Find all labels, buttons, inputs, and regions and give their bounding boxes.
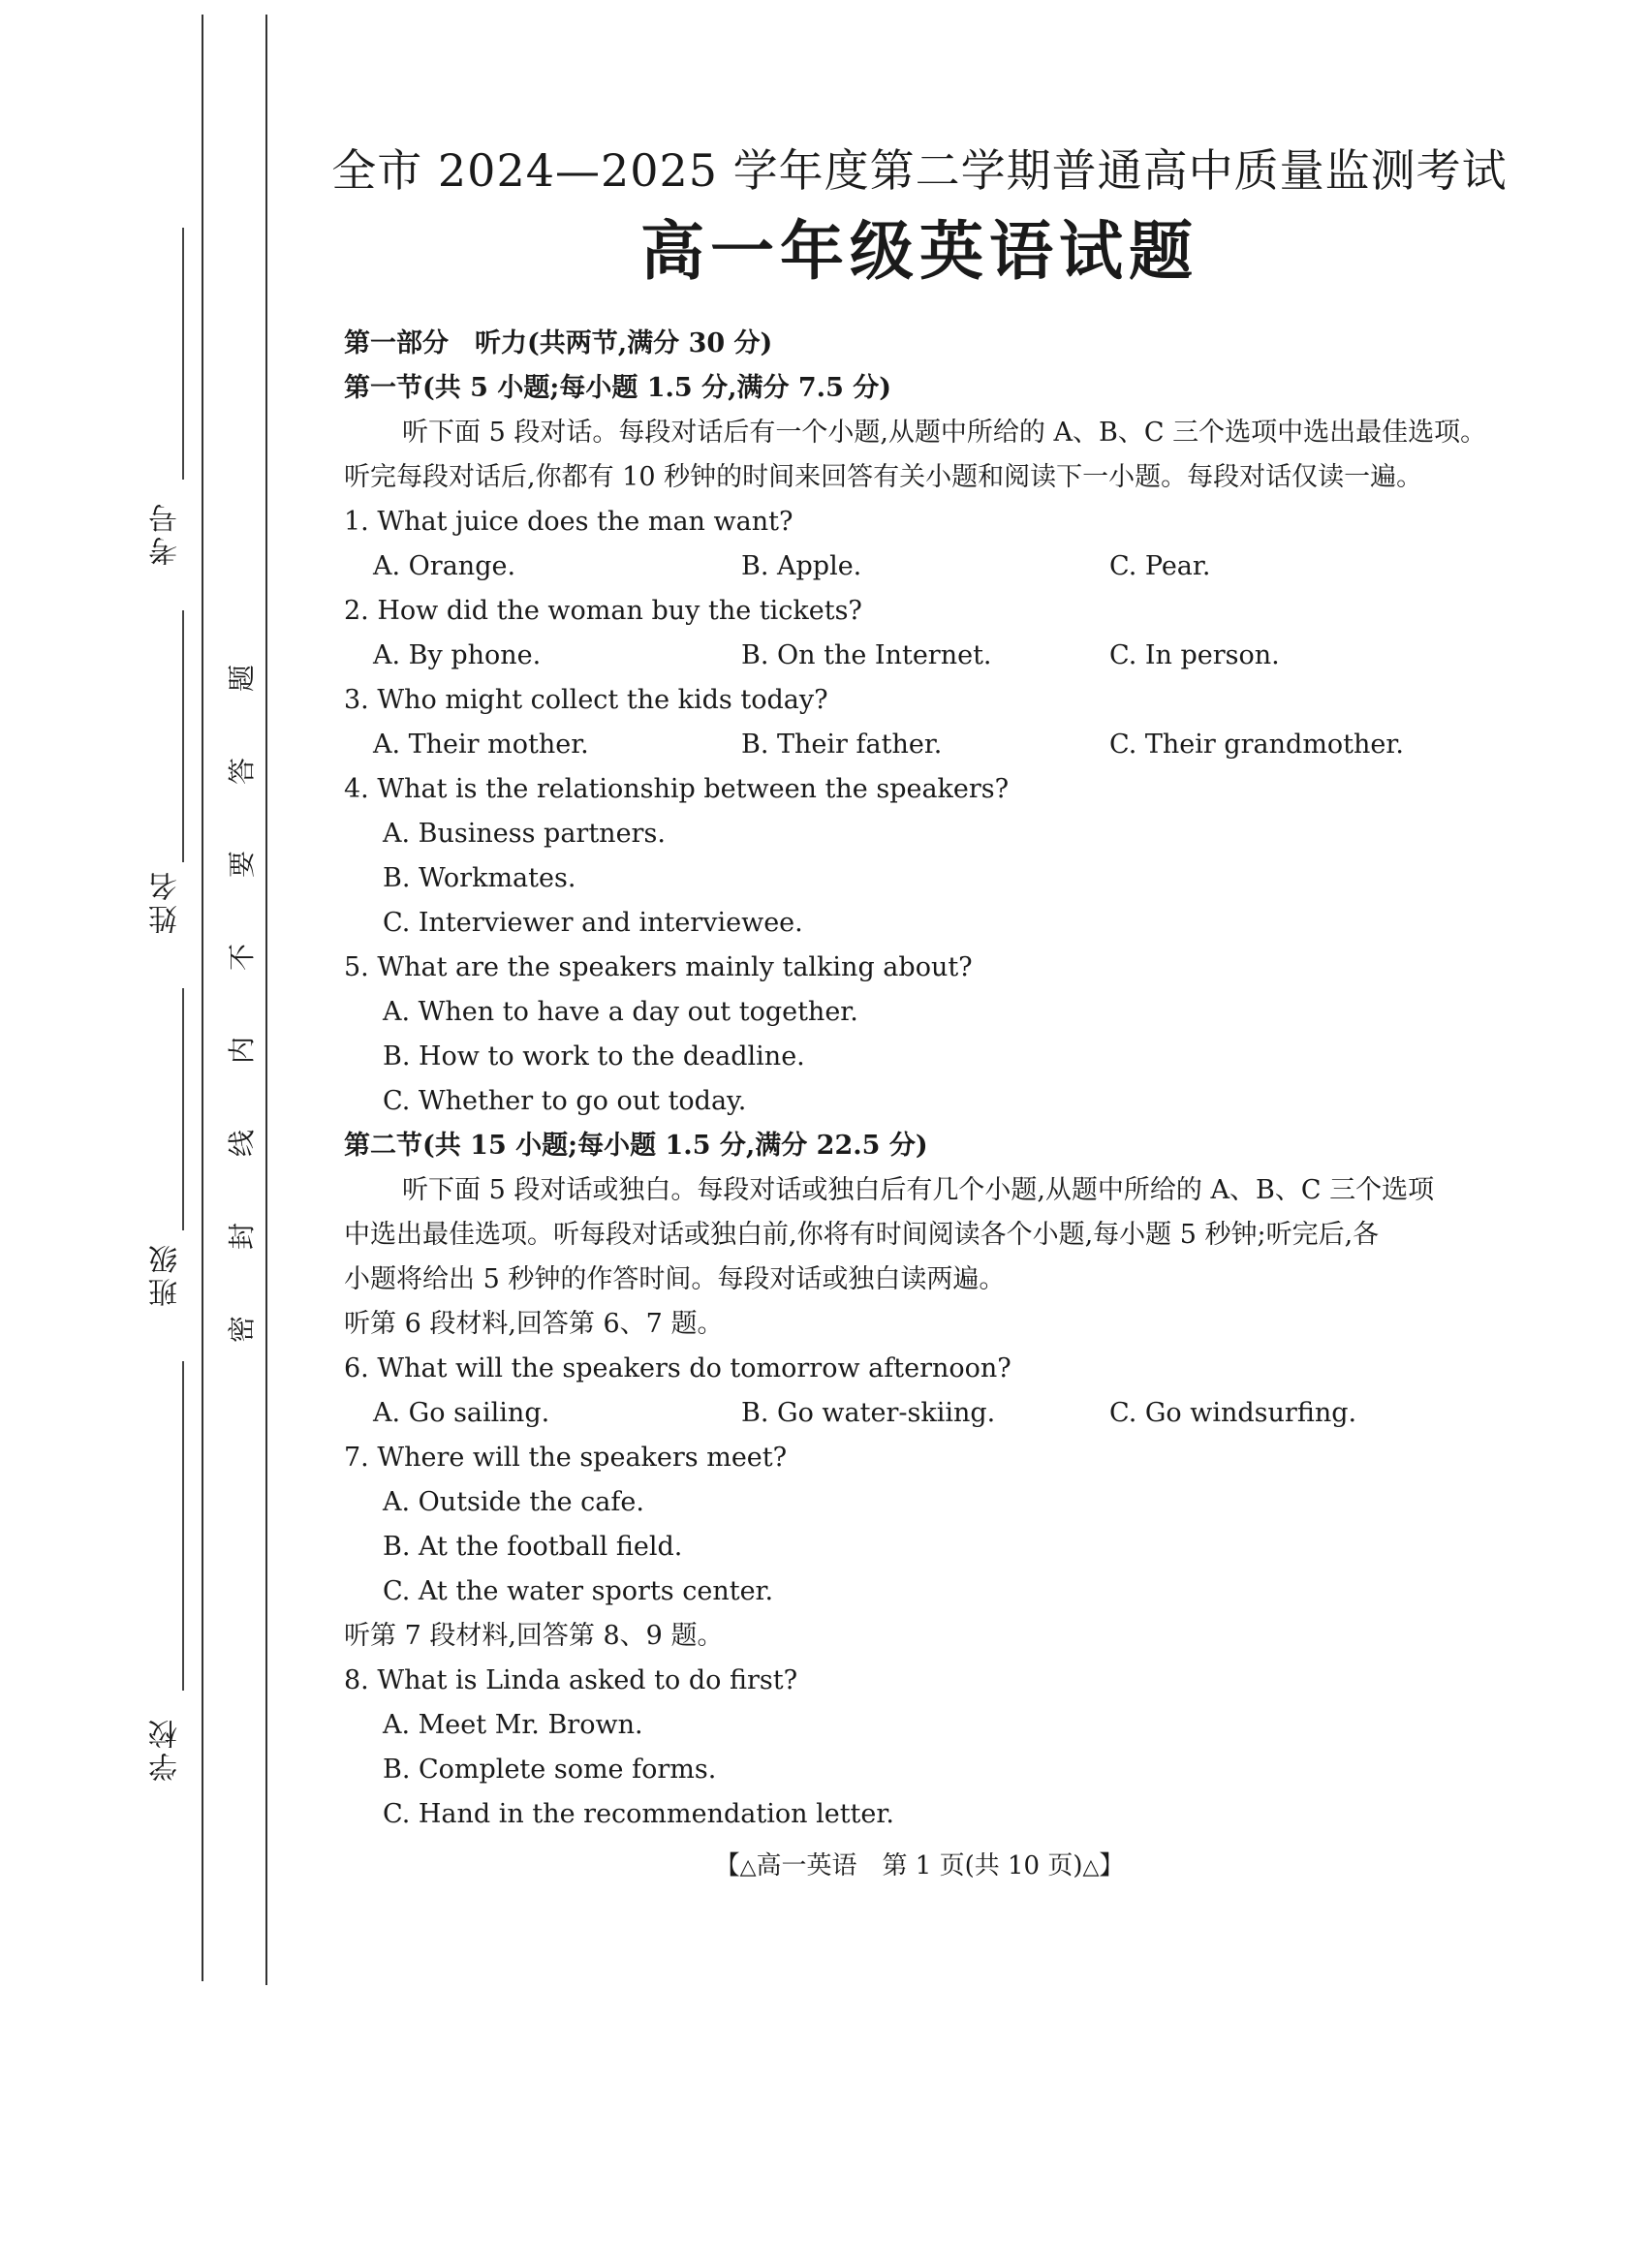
option: A. By phone. (373, 640, 542, 670)
paper-title: 高一年级英语试题 (640, 213, 1198, 289)
option-row (344, 634, 1497, 678)
triangle-icon: △ (739, 1855, 757, 1880)
option: A. When to have a day out together. (383, 997, 858, 1027)
seal-char: 密 (226, 1316, 258, 1344)
option: A. Go sailing. (373, 1398, 550, 1428)
instruction-text: 小题将给出 5 秒钟的作答时间。每段对话或独白读两遍。 (344, 1264, 1006, 1294)
class-blank[interactable] (182, 988, 184, 1230)
option: B. Their father. (741, 730, 943, 760)
instruction-text: 听第 6 段材料,回答第 6、7 题。 (344, 1309, 724, 1339)
option: B. On the Internet. (741, 640, 992, 670)
option: C. In person. (1109, 640, 1280, 670)
option: B. Workmates. (383, 863, 576, 893)
page-footer (0, 1846, 1649, 1881)
instruction-text: 听下面 5 段对话。每段对话后有一个小题,从题中所给的 A、B、C 三个选项中选出最佳选项。 (402, 418, 1487, 448)
section-heading: 第二节(共 15 小题;每小题 1.5 分,满分 22.5 分) (344, 1131, 928, 1161)
margin-line-outer (202, 15, 203, 1981)
option: B. At the football field. (383, 1532, 683, 1562)
question: 1. What juice does the man want? (344, 507, 793, 537)
option: A. Orange. (373, 551, 516, 581)
class-label: 班级 (149, 1241, 183, 1307)
school-label: 学校 (149, 1716, 183, 1782)
option: C. Their grandmother. (1109, 730, 1404, 760)
option: B. Apple. (741, 551, 862, 581)
option: B. Go water-skiing. (741, 1398, 996, 1428)
footer-bracket-open: 【 (714, 1851, 740, 1880)
seal-char: 题 (226, 665, 258, 693)
question: 6. What will the speakers do tomorrow afternoon? (344, 1353, 1011, 1383)
footer-bracket-close: 】 (1099, 1851, 1125, 1880)
option: C. Interviewer and interviewee. (383, 908, 803, 938)
triangle-icon: △ (1082, 1855, 1100, 1880)
question: 7. Where will the speakers meet? (344, 1443, 788, 1473)
instruction-text: 听第 7 段材料,回答第 8、9 题。 (344, 1621, 724, 1651)
option: A. Meet Mr. Brown. (383, 1710, 643, 1740)
seal-char: 内 (226, 1037, 258, 1065)
margin-line-inner (265, 15, 267, 1985)
name-label: 姓名 (149, 868, 183, 934)
question: 3. Who might collect the kids today? (344, 685, 828, 715)
option: C. At the water sports center. (383, 1576, 774, 1606)
instruction-text: 听下面 5 段对话或独白。每段对话或独白后有几个小题,从题中所给的 A、B、C 三个选项 (402, 1175, 1435, 1205)
school-blank[interactable] (182, 1361, 184, 1691)
question: 4. What is the relationship between the speakers? (344, 774, 1010, 804)
seal-char: 不 (226, 944, 258, 972)
option: A. Their mother. (373, 730, 589, 760)
option: B. Complete some forms. (383, 1755, 717, 1785)
option-row (344, 544, 1497, 589)
seal-char: 线 (226, 1130, 258, 1158)
option: C. Hand in the recommendation letter. (383, 1799, 894, 1829)
name-blank[interactable] (182, 610, 184, 862)
footer-text: 高一英语 第 1 页(共 10 页) (756, 1851, 1083, 1880)
option: C. Whether to go out today. (383, 1086, 747, 1116)
section-heading: 第一部分 听力(共两节,满分 30 分) (344, 328, 773, 358)
option: C. Go windsurfing. (1109, 1398, 1357, 1428)
instruction-text: 中选出最佳选项。听每段对话或独白前,你将有时间阅读各个小题,每小题 5 秒钟;听完后,各 (344, 1220, 1380, 1250)
seal-char: 答 (226, 758, 258, 786)
option: B. How to work to the deadline. (383, 1041, 805, 1072)
section-heading: 第一节(共 5 小题;每小题 1.5 分,满分 7.5 分) (344, 373, 892, 403)
exam-number-label: 考号 (149, 500, 183, 566)
option-row (344, 1391, 1497, 1436)
question-content (344, 322, 1497, 1837)
question: 2. How did the woman buy the tickets? (344, 596, 862, 626)
option: A. Business partners. (383, 819, 666, 849)
option-row (344, 723, 1497, 767)
question: 5. What are the speakers mainly talking about? (344, 952, 973, 982)
seal-char: 封 (226, 1223, 258, 1251)
option: C. Pear. (1109, 551, 1211, 581)
instruction-text: 听完每段对话后,你都有 10 秒钟的时间来回答有关小题和阅读下一小题。每段对话仅读一遍。 (344, 462, 1423, 492)
seal-char: 要 (226, 851, 258, 879)
exam-title: 全市 2024—2025 学年度第二学期普通高中质量监测考试 (331, 144, 1508, 197)
question: 8. What is Linda asked to do first? (344, 1665, 798, 1695)
option: A. Outside the cafe. (383, 1487, 644, 1517)
